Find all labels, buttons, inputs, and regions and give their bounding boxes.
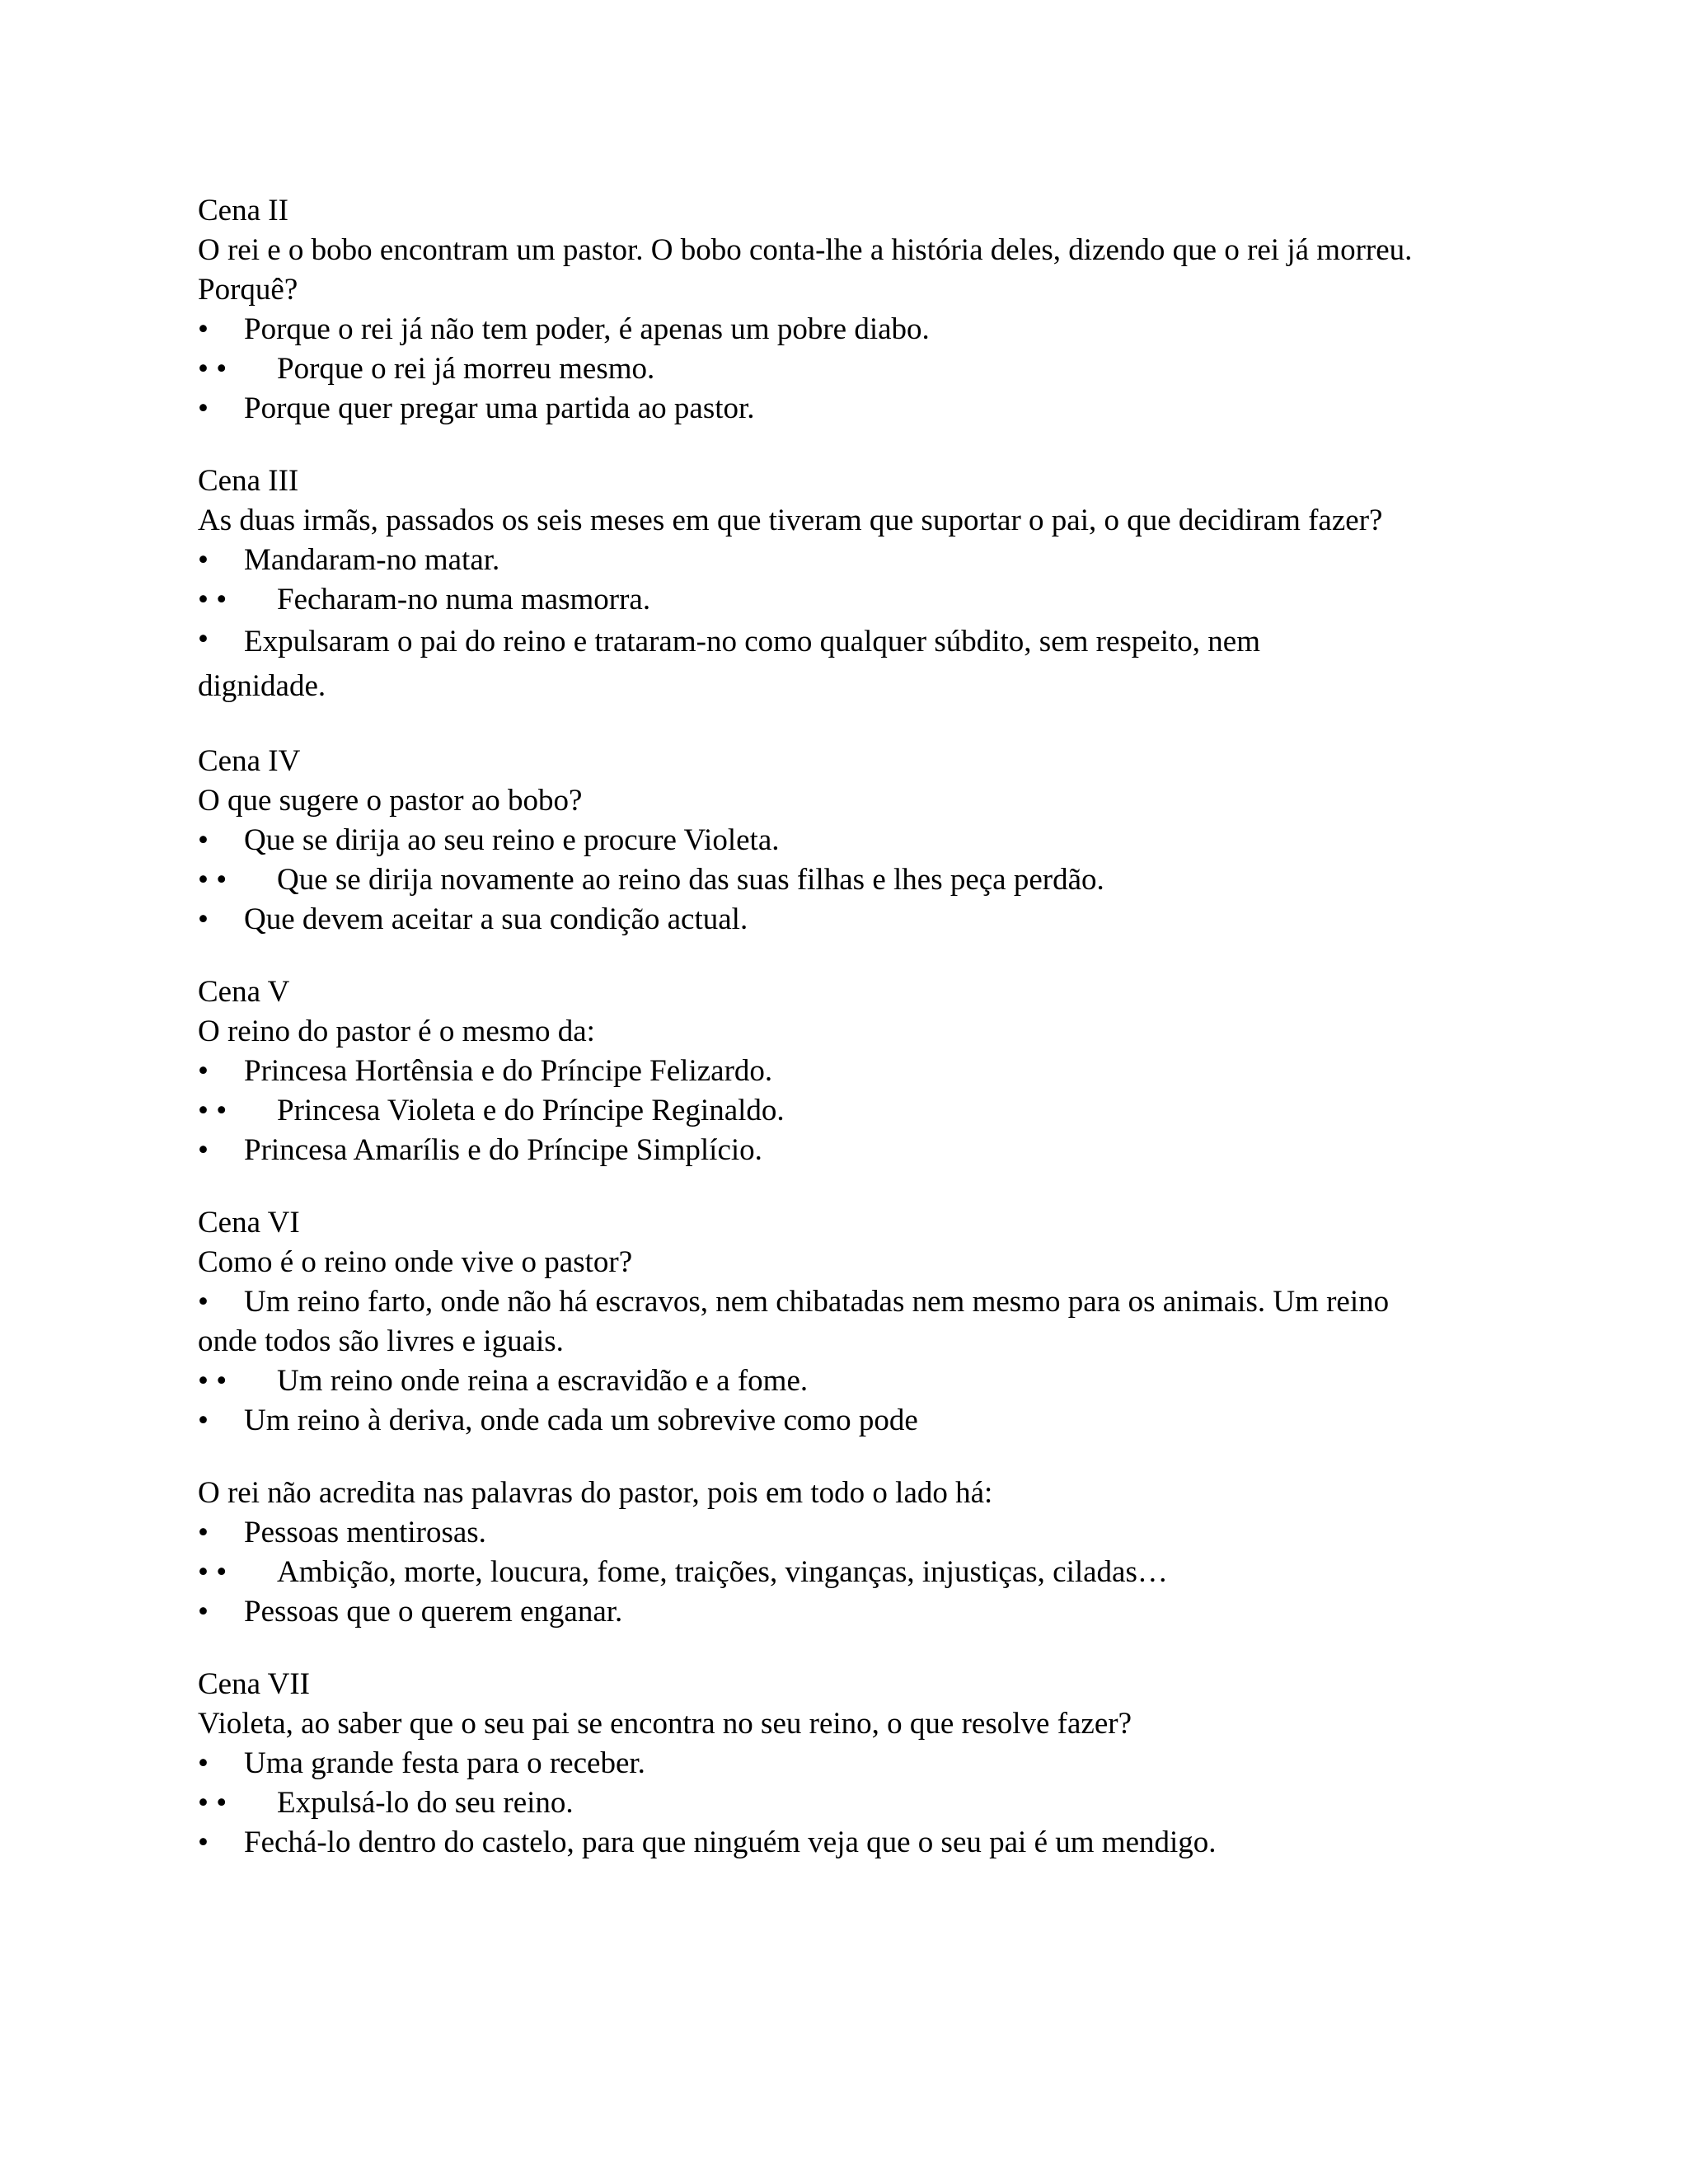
bullet-icon: • (198, 622, 209, 656)
section-heading: Cena VI (198, 1206, 300, 1240)
option-item (198, 1361, 1550, 1401)
option-text: Um reino onde reina a escravidão e a fome. (277, 1364, 809, 1398)
section-rei-nao-acredita (198, 1474, 1550, 1632)
double-bullet-icon: • • (198, 1364, 227, 1398)
option-text: Pessoas mentirosas. (244, 1516, 486, 1549)
option-text: Que devem aceitar a sua condição actual. (244, 902, 748, 936)
option-text: Mandaram-no matar. (244, 543, 500, 577)
bullet-icon: • (198, 1746, 209, 1780)
section-heading: Cena IV (198, 744, 301, 778)
question-text: O reino do pastor é o mesmo da: (198, 1015, 595, 1048)
section-heading: Cena II (198, 194, 288, 227)
section-cena-ii (198, 191, 1550, 429)
bullet-icon: • (198, 1516, 209, 1549)
option-item (198, 860, 1550, 900)
option-text: Que se dirija ao seu reino e procure Violeta. (244, 823, 780, 857)
double-bullet-icon: • • (198, 1555, 227, 1589)
option-text: Porque o rei já não tem poder, é apenas um pobre diabo. (244, 312, 930, 346)
section-cena-iv (198, 742, 1550, 940)
option-text: Fecharam-no numa masmorra. (277, 583, 651, 616)
section-cena-vi (198, 1203, 1550, 1441)
section-cena-vii (198, 1665, 1550, 1863)
section-cena-v (198, 972, 1550, 1170)
option-item (198, 349, 1550, 389)
option-item (198, 1282, 1426, 1361)
double-bullet-icon: • • (198, 583, 227, 616)
question-text: As duas irmãs, passados os seis meses em que tiveram que suportar o pai, o que decidiram fazer? (198, 504, 1383, 537)
bullet-icon: • (198, 312, 209, 346)
question-text: Violeta, ao saber que o seu pai se encontra no seu reino, o que resolve fazer? (198, 1707, 1132, 1741)
option-item (198, 1744, 1550, 1783)
section-heading: Cena V (198, 975, 290, 1009)
option-text: Que se dirija novamente ao reino das suas filhas e lhes peça perdão. (277, 863, 1104, 897)
double-bullet-icon: • • (198, 863, 227, 897)
double-bullet-icon: • • (198, 1786, 227, 1820)
option-text: Expulsaram o pai do reino e trataram-no como qualquer súbdito, sem respeito, nem dignidade. (198, 625, 1260, 703)
bullet-icon: • (198, 1825, 209, 1859)
option-text: Princesa Hortênsia e do Príncipe Felizardo. (244, 1054, 773, 1088)
option-item (198, 1592, 1550, 1632)
option-text: Expulsá-lo do seu reino. (277, 1786, 574, 1820)
section-cena-iii (198, 462, 1550, 709)
section-heading: Cena III (198, 464, 299, 498)
option-item (198, 1823, 1550, 1863)
option-item (198, 1513, 1550, 1553)
option-item (198, 900, 1550, 940)
option-item (198, 821, 1550, 860)
question-text: O rei não acredita nas palavras do pastor, pois em todo o lado há: (198, 1476, 993, 1510)
bullet-icon: • (198, 1285, 209, 1319)
question-text: O rei e o bobo encontram um pastor. O bobo conta-lhe a história deles, dizendo que o rei já morreu. Porquê? (198, 233, 1413, 307)
option-item (198, 1131, 1550, 1170)
bullet-icon: • (198, 1595, 209, 1629)
section-heading: Cena VII (198, 1667, 310, 1701)
bullet-icon: • (198, 543, 209, 577)
bullet-icon: • (198, 902, 209, 936)
bullet-icon: • (198, 391, 209, 425)
option-text: Porque o rei já morreu mesmo. (277, 352, 655, 386)
option-text: Princesa Amarílis e do Príncipe Simplício. (244, 1133, 762, 1167)
option-text: Princesa Violeta e do Príncipe Reginaldo. (277, 1094, 785, 1127)
option-text: Um reino farto, onde não há escravos, nem chibatadas nem mesmo para os animais. Um reino onde todos são livres e iguais. (198, 1285, 1390, 1358)
option-text: Uma grande festa para o receber. (244, 1746, 645, 1780)
option-item (198, 1091, 1550, 1131)
question-text: Como é o reino onde vive o pastor? (198, 1245, 633, 1279)
bullet-icon: • (198, 1133, 209, 1167)
option-text: Porque quer pregar uma partida ao pastor. (244, 391, 755, 425)
option-item (198, 1052, 1550, 1091)
option-text: Ambição, morte, loucura, fome, traições, vinganças, injustiças, ciladas… (277, 1555, 1168, 1589)
document-page (198, 191, 1550, 1863)
bullet-icon: • (198, 1404, 209, 1437)
option-text: Um reino à deriva, onde cada um sobrevive como pode (244, 1404, 918, 1437)
option-item (198, 541, 1550, 580)
bullet-icon: • (198, 1054, 209, 1088)
option-item (198, 1401, 1550, 1441)
question-text: O que sugere o pastor ao bobo? (198, 784, 583, 818)
bullet-icon: • (198, 823, 209, 857)
option-item (198, 580, 1550, 620)
option-item (198, 389, 1550, 429)
option-item (198, 310, 1550, 349)
option-item (198, 1553, 1550, 1592)
option-item (198, 1783, 1550, 1823)
double-bullet-icon: • • (198, 352, 227, 386)
option-text: Fechá-lo dentro do castelo, para que ninguém veja que o seu pai é um mendigo. (244, 1825, 1217, 1859)
option-text: Pessoas que o querem enganar. (244, 1595, 623, 1629)
option-item (198, 620, 1368, 709)
double-bullet-icon: • • (198, 1094, 227, 1127)
